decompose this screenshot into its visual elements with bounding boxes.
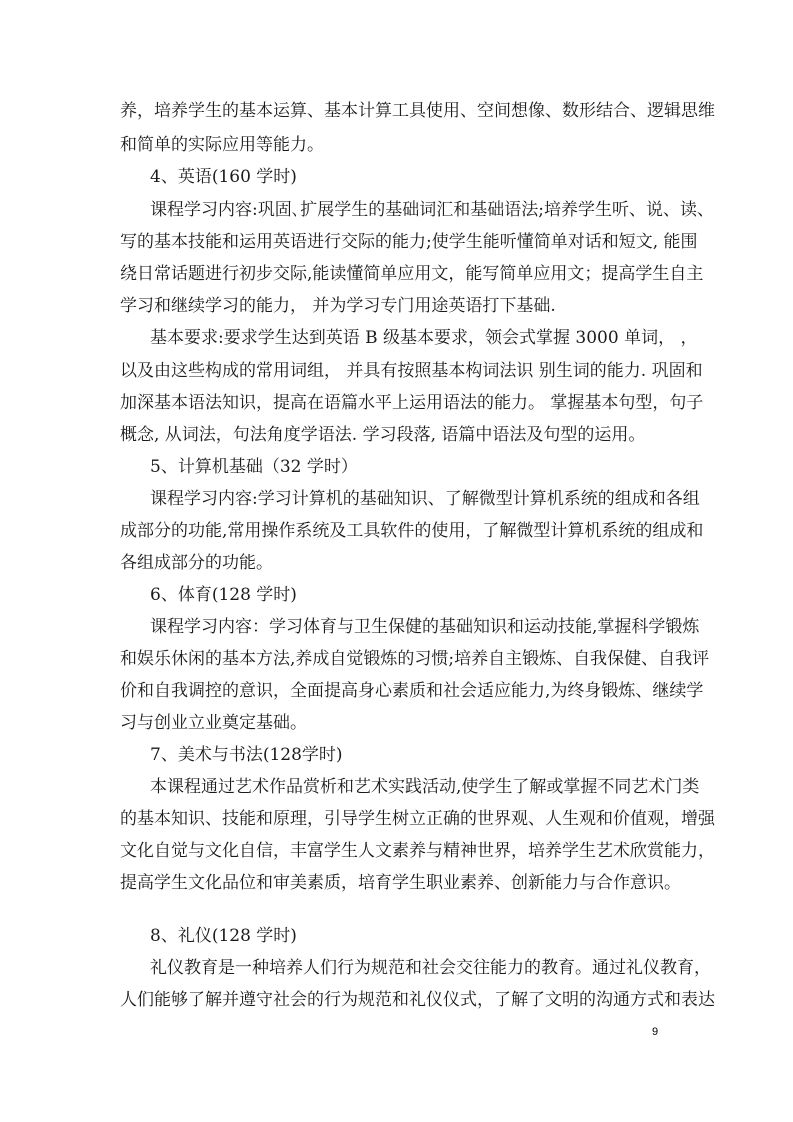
paragraph-line: 人们能够了解并遵守社会的行为规范和礼仪仪式，了解了文明的沟通方式和表达 — [120, 990, 715, 1010]
paragraph-line: 加深基本语法知识，提高在语篇水平上运用语法的能力。 掌握基本句型，句子 — [120, 393, 704, 413]
paragraph-line: 文化自觉与文化自信，丰富学生人文素养与精神世界，培养学生艺术欣赏能力， — [120, 841, 715, 861]
paragraph-line: 成部分的功能,常用操作系统及工具软件的使用，了解微型计算机系统的组成和 — [120, 521, 704, 541]
section-heading-computer: 5、计算机基础（32 学时） — [150, 457, 358, 477]
section-heading-pe: 6、体育(128 学时) — [150, 585, 297, 605]
paragraph-line: 基本要求:要求学生达到英语 B 级基本要求，领会式掌握 3000 单词， ， — [150, 328, 698, 348]
paragraph-line: 课程学习内容：学习体育与卫生保健的基础知识和运动技能,掌握科学锻炼 — [150, 617, 700, 637]
paragraph-line: 礼仪教育是一种培养人们行为规范和社会交往能力的教育。通过礼仪教育， — [150, 958, 711, 978]
paragraph-line: 课程学习内容:巩固､扩展学生的基础词汇和基础语法;培养学生听、说、读、 — [150, 200, 714, 220]
paragraph-line: 和娱乐休闲的基本方法,养成自觉锻炼的习惯;培养自主锻炼、自我保健、自我评 — [120, 649, 710, 669]
paragraph-line: 养，培养学生的基本运算、基本计算工具使用、空间想像、数形结合、逻辑思维 — [120, 101, 715, 121]
paragraph-line: 概念, 从词法，句法角度学语法. 学习段落, 语篇中语法及句型的运用。 — [120, 425, 646, 445]
paragraph-line: 的基本知识、技能和原理，引导学生树立正确的世界观、人生观和价值观，增强 — [120, 809, 715, 829]
paragraph-line: 和简单的实际应用等能力。 — [120, 135, 324, 155]
section-heading-english: 4、英语(160 学时) — [150, 167, 297, 187]
paragraph-line: 习与创业立业奠定基础。 — [120, 713, 307, 733]
section-heading-etiquette: 8、礼仪(128 学时) — [150, 926, 297, 946]
paragraph-line: 提高学生文化品位和审美素质，培育学生职业素养、创新能力与合作意识。 — [120, 873, 681, 893]
paragraph-line: 各组成部分的功能。 — [120, 553, 273, 573]
paragraph-line: 以及由这些构成的常用词组， 并具有按照基本构词法识 别生词的能力. 巩固和 — [120, 361, 703, 381]
paragraph-line: 本课程通过艺术作品赏析和艺术实践活动,使学生了解或掌握不同艺术门类 — [150, 777, 700, 797]
paragraph-line: 价和自我调控的意识，全面提高身心素质和社会适应能力,为终身锻炼、继续学 — [120, 681, 704, 701]
paragraph-line: 绕日常话题进行初步交际,能读懂简单应用文，能写简单应用文；提高学生自主 — [120, 264, 704, 284]
paragraph-line: 课程学习内容:学习计算机的基础知识、了解微型计算机系统的组成和各组 — [150, 489, 700, 509]
paragraph-line: 学习和继续学习的能力， 并为学习专门用途英语打下基础. — [120, 296, 556, 316]
page-number: 9 — [652, 1026, 659, 1038]
section-heading-art: 7、美术与书法(128学时) — [150, 745, 343, 765]
paragraph-line: 写的基本技能和运用英语进行交际的能力;使学生能听懂简单对话和短文, 能围 — [120, 232, 698, 252]
